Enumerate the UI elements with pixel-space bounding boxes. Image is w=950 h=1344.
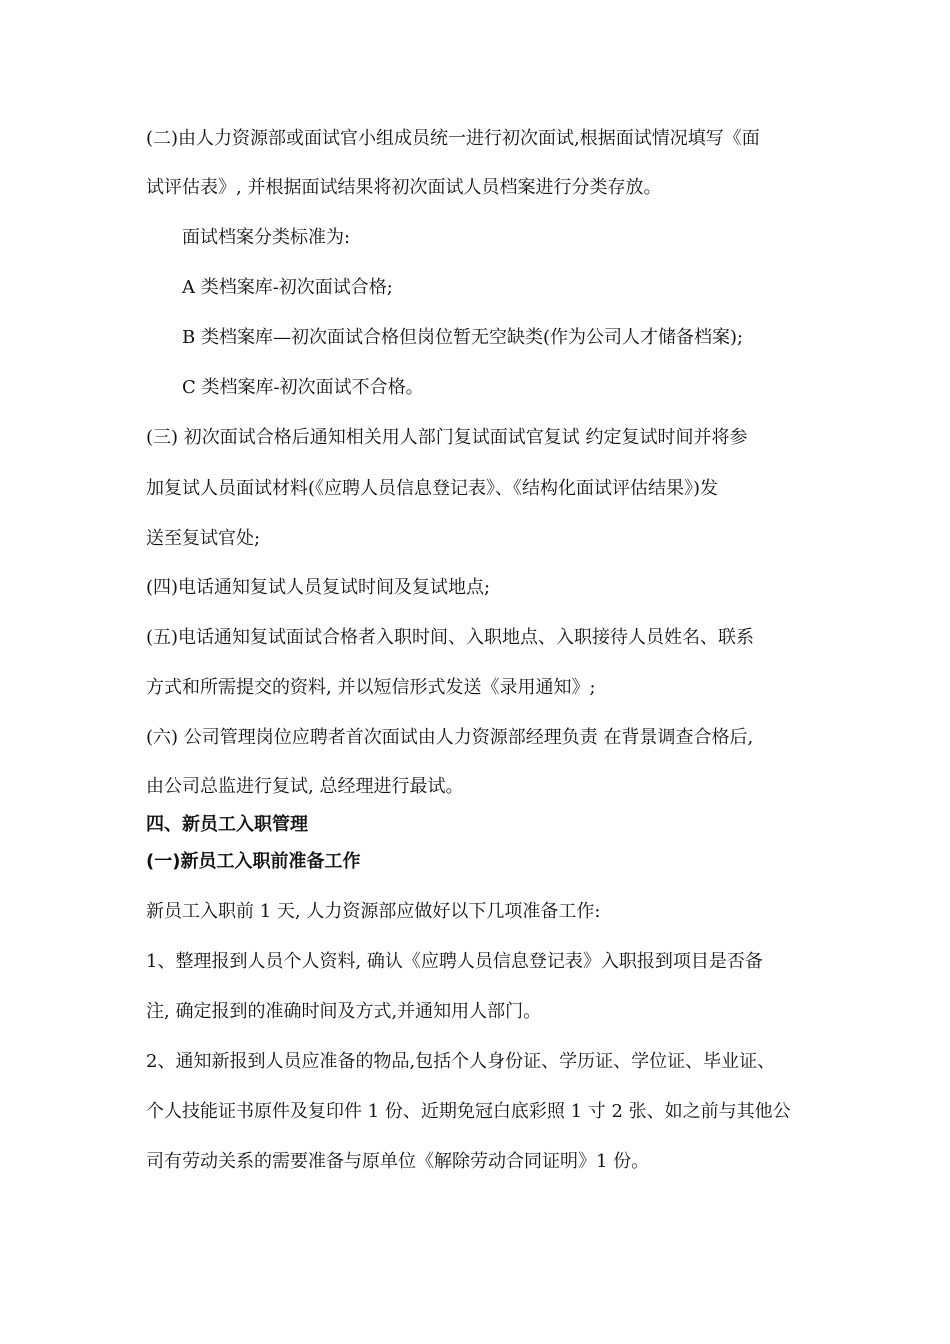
paragraph-line: 面试档案分类标准为: [182, 227, 351, 248]
paragraph-line: 个人技能证书原件及复印件 1 份、近期免冠白底彩照 1 寸 2 张、如之前与其他公 [146, 1101, 791, 1122]
paragraph-line: (五)电话通知复试面试合格者入职时间、入职地点、入职接待人员姓名、联系 [146, 627, 755, 648]
paragraph-line: 注, 确定报到的准确时间及方式,并通知用人部门。 [146, 1001, 542, 1022]
paragraph-line: 方式和所需提交的资料, 并以短信形式发送《录用通知》; [146, 677, 596, 698]
paragraph-line: (四)电话通知复试人员复试时间及复试地点; [146, 577, 491, 598]
list-item: C 类档案库-初次面试不合格。 [182, 377, 424, 398]
list-item: A 类档案库-初次面试合格; [182, 277, 393, 298]
paragraph-line: 加复试人员面试材料(《应聘人员信息登记表》、《结构化面试评估结果》)发 [146, 478, 719, 499]
paragraph-line: (六) 公司管理岗位应聘者首次面试由人力资源部经理负责 在背景调查合格后, [146, 727, 754, 748]
paragraph-line: 送至复试官处; [146, 528, 261, 549]
paragraph-line: 司有劳动关系的需要准备与原单位《解除劳动合同证明》1 份。 [146, 1151, 650, 1172]
paragraph-line: 由公司总监进行复试, 总经理进行最试。 [146, 776, 464, 797]
paragraph-line: (三) 初次面试合格后通知相关用人部门复试面试官复试 约定复试时间并将参 [146, 427, 748, 448]
section-heading: 四、新员工入职管理 [146, 814, 308, 835]
paragraph-line: 新员工入职前 1 天, 人力资源部应做好以下几项准备工作: [146, 901, 601, 922]
paragraph-line: 1、整理报到人员个人资料, 确认《应聘人员信息登记表》入职报到项目是否备 [146, 951, 763, 972]
subsection-heading: (一)新员工入职前准备工作 [146, 851, 361, 872]
paragraph-line: 2、通知新报到人员应准备的物品,包括个人身份证、学历证、学位证、毕业证、 [146, 1051, 776, 1072]
list-item: B 类档案库—初次面试合格但岗位暂无空缺类(作为公司人才储备档案); [182, 327, 744, 348]
paragraph-line: (二)由人力资源部或面试官小组成员统一进行初次面试,根据面试情况填写《面 [146, 128, 760, 149]
paragraph-line: 试评估表》, 并根据面试结果将初次面试人员档案进行分类存放。 [146, 177, 662, 198]
